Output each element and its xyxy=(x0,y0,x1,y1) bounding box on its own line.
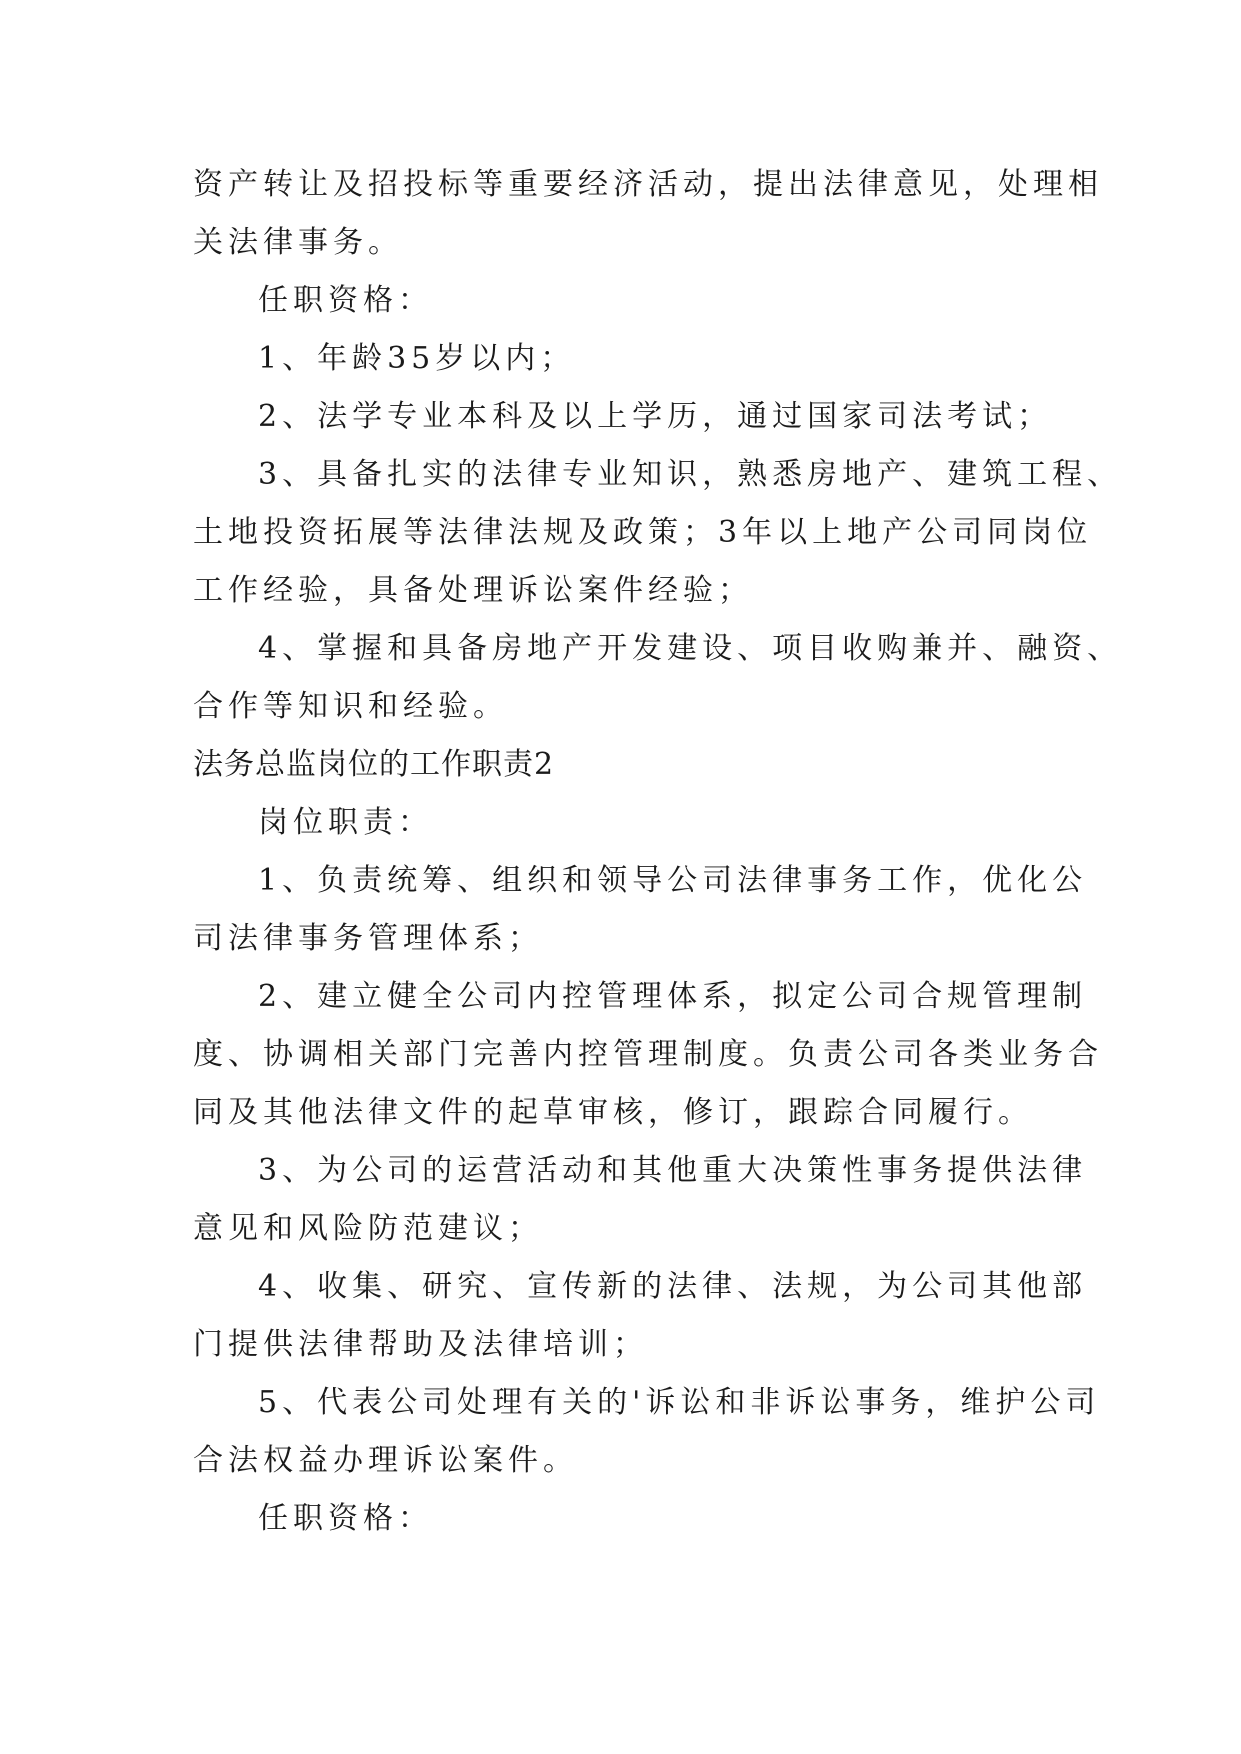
list-item-continuation: 同及其他法律文件的起草审核，修订，跟踪合同履行。 xyxy=(193,1095,1033,1130)
list-item-continuation: 门提供法律帮助及法律培训； xyxy=(193,1327,648,1362)
list-item-continuation: 土地投资拓展等法律法规及政策；3年以上地产公司同岗位 xyxy=(193,515,1093,550)
list-item: 2、法学专业本科及以上学历，通过国家司法考试； xyxy=(258,399,1053,434)
list-item: 1、负责统筹、组织和领导公司法律事务工作，优化公 xyxy=(258,863,1088,898)
section-label-qualifications: 任职资格： xyxy=(258,283,433,318)
section-label-responsibilities: 岗位职责： xyxy=(258,805,433,840)
section-heading: 法务总监岗位的工作职责2 xyxy=(193,747,555,782)
list-item: 3、为公司的运营活动和其他重大决策性事务提供法律 xyxy=(258,1153,1088,1188)
list-item-continuation: 司法律事务管理体系； xyxy=(193,921,543,956)
list-item: 2、建立健全公司内控管理体系，拟定公司合规管理制 xyxy=(258,979,1088,1014)
list-item: 3、具备扎实的法律专业知识，熟悉房地产、建筑工程、 xyxy=(258,457,1123,492)
list-item-continuation: 工作经验，具备处理诉讼案件经验； xyxy=(193,573,753,608)
list-item: 4、收集、研究、宣传新的法律、法规，为公司其他部 xyxy=(258,1269,1088,1304)
list-item-continuation: 度、协调相关部门完善内控管理制度。负责公司各类业务合 xyxy=(193,1037,1103,1072)
paragraph-line: 资产转让及招投标等重要经济活动，提出法律意见，处理相 xyxy=(193,167,1103,202)
list-item: 1、年龄35岁以内； xyxy=(258,341,576,376)
list-item-continuation: 意见和风险防范建议； xyxy=(193,1211,543,1246)
section-label-qualifications: 任职资格： xyxy=(258,1501,433,1536)
list-item: 4、掌握和具备房地产开发建设、项目收购兼并、融资、 xyxy=(258,631,1123,666)
list-item: 5、代表公司处理有关的'诉讼和非诉讼事务，维护公司 xyxy=(258,1385,1101,1420)
document-body xyxy=(193,156,1123,1548)
list-item-continuation: 合法权益办理诉讼案件。 xyxy=(193,1443,578,1478)
list-item-continuation: 合作等知识和经验。 xyxy=(193,689,508,724)
paragraph-line: 关法律事务。 xyxy=(193,225,403,260)
